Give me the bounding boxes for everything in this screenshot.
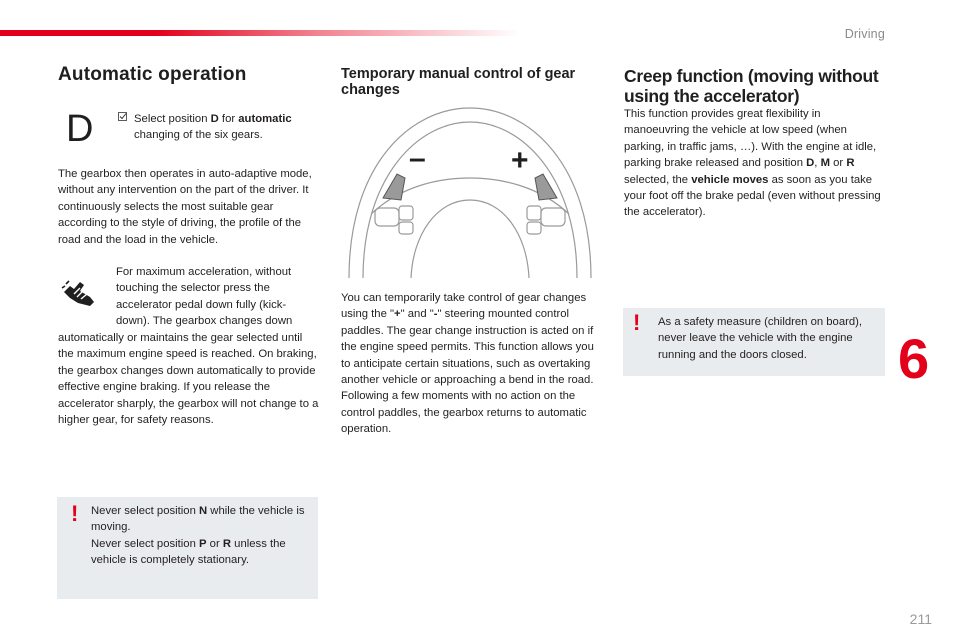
page-number: 211 — [909, 611, 932, 627]
creep-function-paragraph: This function provides great flexibility in manoeuvring the vehicle at low speed (when parking, in traffic jams, …). With the engine at idle, parking brake released and position D, M or R selected, the vehicle moves as soon as you take your foot off the brake pedal (even without pressing the accelerator). — [624, 108, 881, 219]
kick-down-paragraph: For maximum acceleration, without touching the selector press the accelerator pedal down fully (kick-down). The gearbox changes down — [116, 266, 293, 328]
warning-box-neutral — [57, 497, 318, 599]
creep-function-heading: Creep function (moving without using the accelerator) — [624, 66, 879, 106]
paddle-minus-label: – — [409, 142, 426, 175]
check-box-icon — [118, 112, 128, 125]
gear-d-symbol: D — [66, 108, 94, 150]
header-accent-bar — [0, 30, 520, 36]
automatic-operation-heading: Automatic operation — [58, 64, 247, 85]
paddle-plus-label: + — [511, 144, 529, 177]
warning-neutral-text: Never select position N while the vehicle is moving. Never select position P or R unless the vehicle is completely stationary. — [91, 505, 305, 567]
steering-wheel-illustration — [341, 104, 599, 278]
warning-box-safety — [623, 308, 885, 376]
section-title: Driving — [844, 27, 885, 41]
auto-adaptive-paragraph: The gearbox then operates in auto-adaptive mode, without any intervention on the part of the driver. It continuously selects the most suitable gear according to the style of driving, the profile of the road and the load in the vehicle. — [58, 168, 312, 246]
paddles-paragraph: You can temporarily take control of gear changes using the "+" and "-" steering mounted control paddles. The gear change instruction is acted on if the engine speed permits. This function allows you to anticipate certain situations, such as overtaking another vehicle or approaching a bend in the road. Following a few moments with no action on the control paddles, the gearbox returns to automatic operation. — [341, 292, 594, 436]
warning-safety-text: As a safety measure (children on board), never leave the vehicle with the engine running and the doors closed. — [658, 316, 863, 361]
temporary-manual-heading: Temporary manual control of gear changes — [341, 66, 576, 98]
engine-braking-paragraph: automatically or maintains the gear selected until the maximum engine speed is reached. On braking, the gearbox changes down automatically to provide effective engine braking. If you release the accelerator sharply, the gearbox will not change to a higher gear, for safety reasons. — [58, 332, 319, 427]
warning-exclamation-icon: ! — [633, 310, 641, 335]
select-d-instruction: Select position D for automatic changing of the six gears. — [134, 113, 292, 142]
chapter-number: 6 — [898, 327, 930, 390]
warning-exclamation-icon: ! — [71, 501, 79, 526]
hand-pedal-icon — [60, 278, 100, 308]
